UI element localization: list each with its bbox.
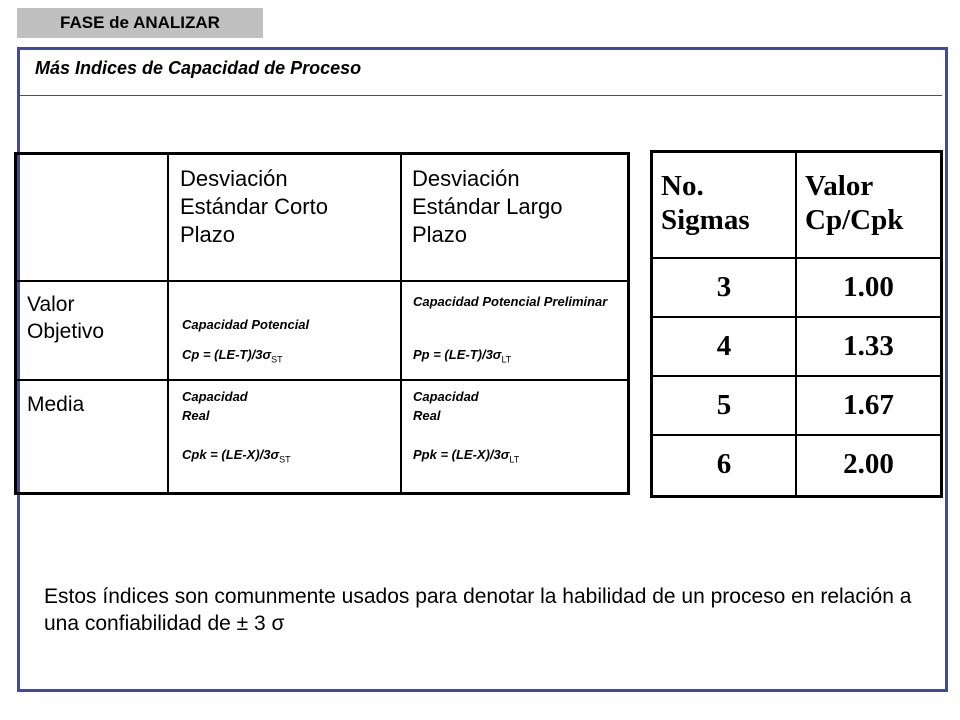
explanation-note: Estos índices son comunmente usados para denotar la habilidad de un proceso en relación a una confiabilidad de ± 3 σ [44,585,912,635]
row-label-target-value: Valor Objetivo [27,293,105,343]
table-divider [400,155,402,492]
phase-tag: FASE de ANALIZAR [17,8,263,38]
sigma-value: 4 [716,330,732,362]
sigma-value: 3 [716,271,732,303]
table-divider [17,379,627,381]
cell-cpk-formula: Cpk = $(LE-X)/3\sigma_{ST}$ [182,447,291,465]
cell-pp-formula: $Pp = (LE-T)/3\sigma_{LT}$ [413,347,512,365]
cell-real-capability: Capacidad Real [182,389,248,423]
cp-value: 2.00 [843,448,894,480]
row-label-mean: Media [27,393,85,416]
cell-ppk-formula: Ppk = $(LE-X)/3\sigma_{LT}$ [413,447,520,465]
column-header-short-term: Desviación Estándar Corto Plazo [180,166,328,247]
capability-index-table [14,152,630,495]
table-divider [167,155,169,492]
column-header-cp-value: Valor Cp/Cpk [805,170,904,236]
cell-preliminary-potential-capability: Capacidad Potencial Preliminar [413,294,608,309]
page-subtitle: Más Indices de Capacidad de Proceso [35,58,362,78]
cell-cp-formula: $Cp = (LE-T)/3\sigma_{ST}$ [182,347,283,365]
column-header-long-term: Desviación Estándar Largo Plazo [412,166,563,247]
cp-value: 1.00 [843,271,894,303]
column-header-sigmas: No. Sigmas [661,170,750,236]
cell-real-capability-long-term: Capacidad Real [413,389,479,423]
subtitle-divider [20,95,942,96]
sigma-to-cp-table [650,150,943,498]
sigma-value: 5 [716,389,732,421]
cell-potential-capability: Capacidad Potencial [182,317,310,332]
sigma-value: 6 [716,448,732,480]
cp-value: 1.33 [843,330,894,362]
table-divider [17,280,627,282]
cp-value: 1.67 [843,389,894,421]
